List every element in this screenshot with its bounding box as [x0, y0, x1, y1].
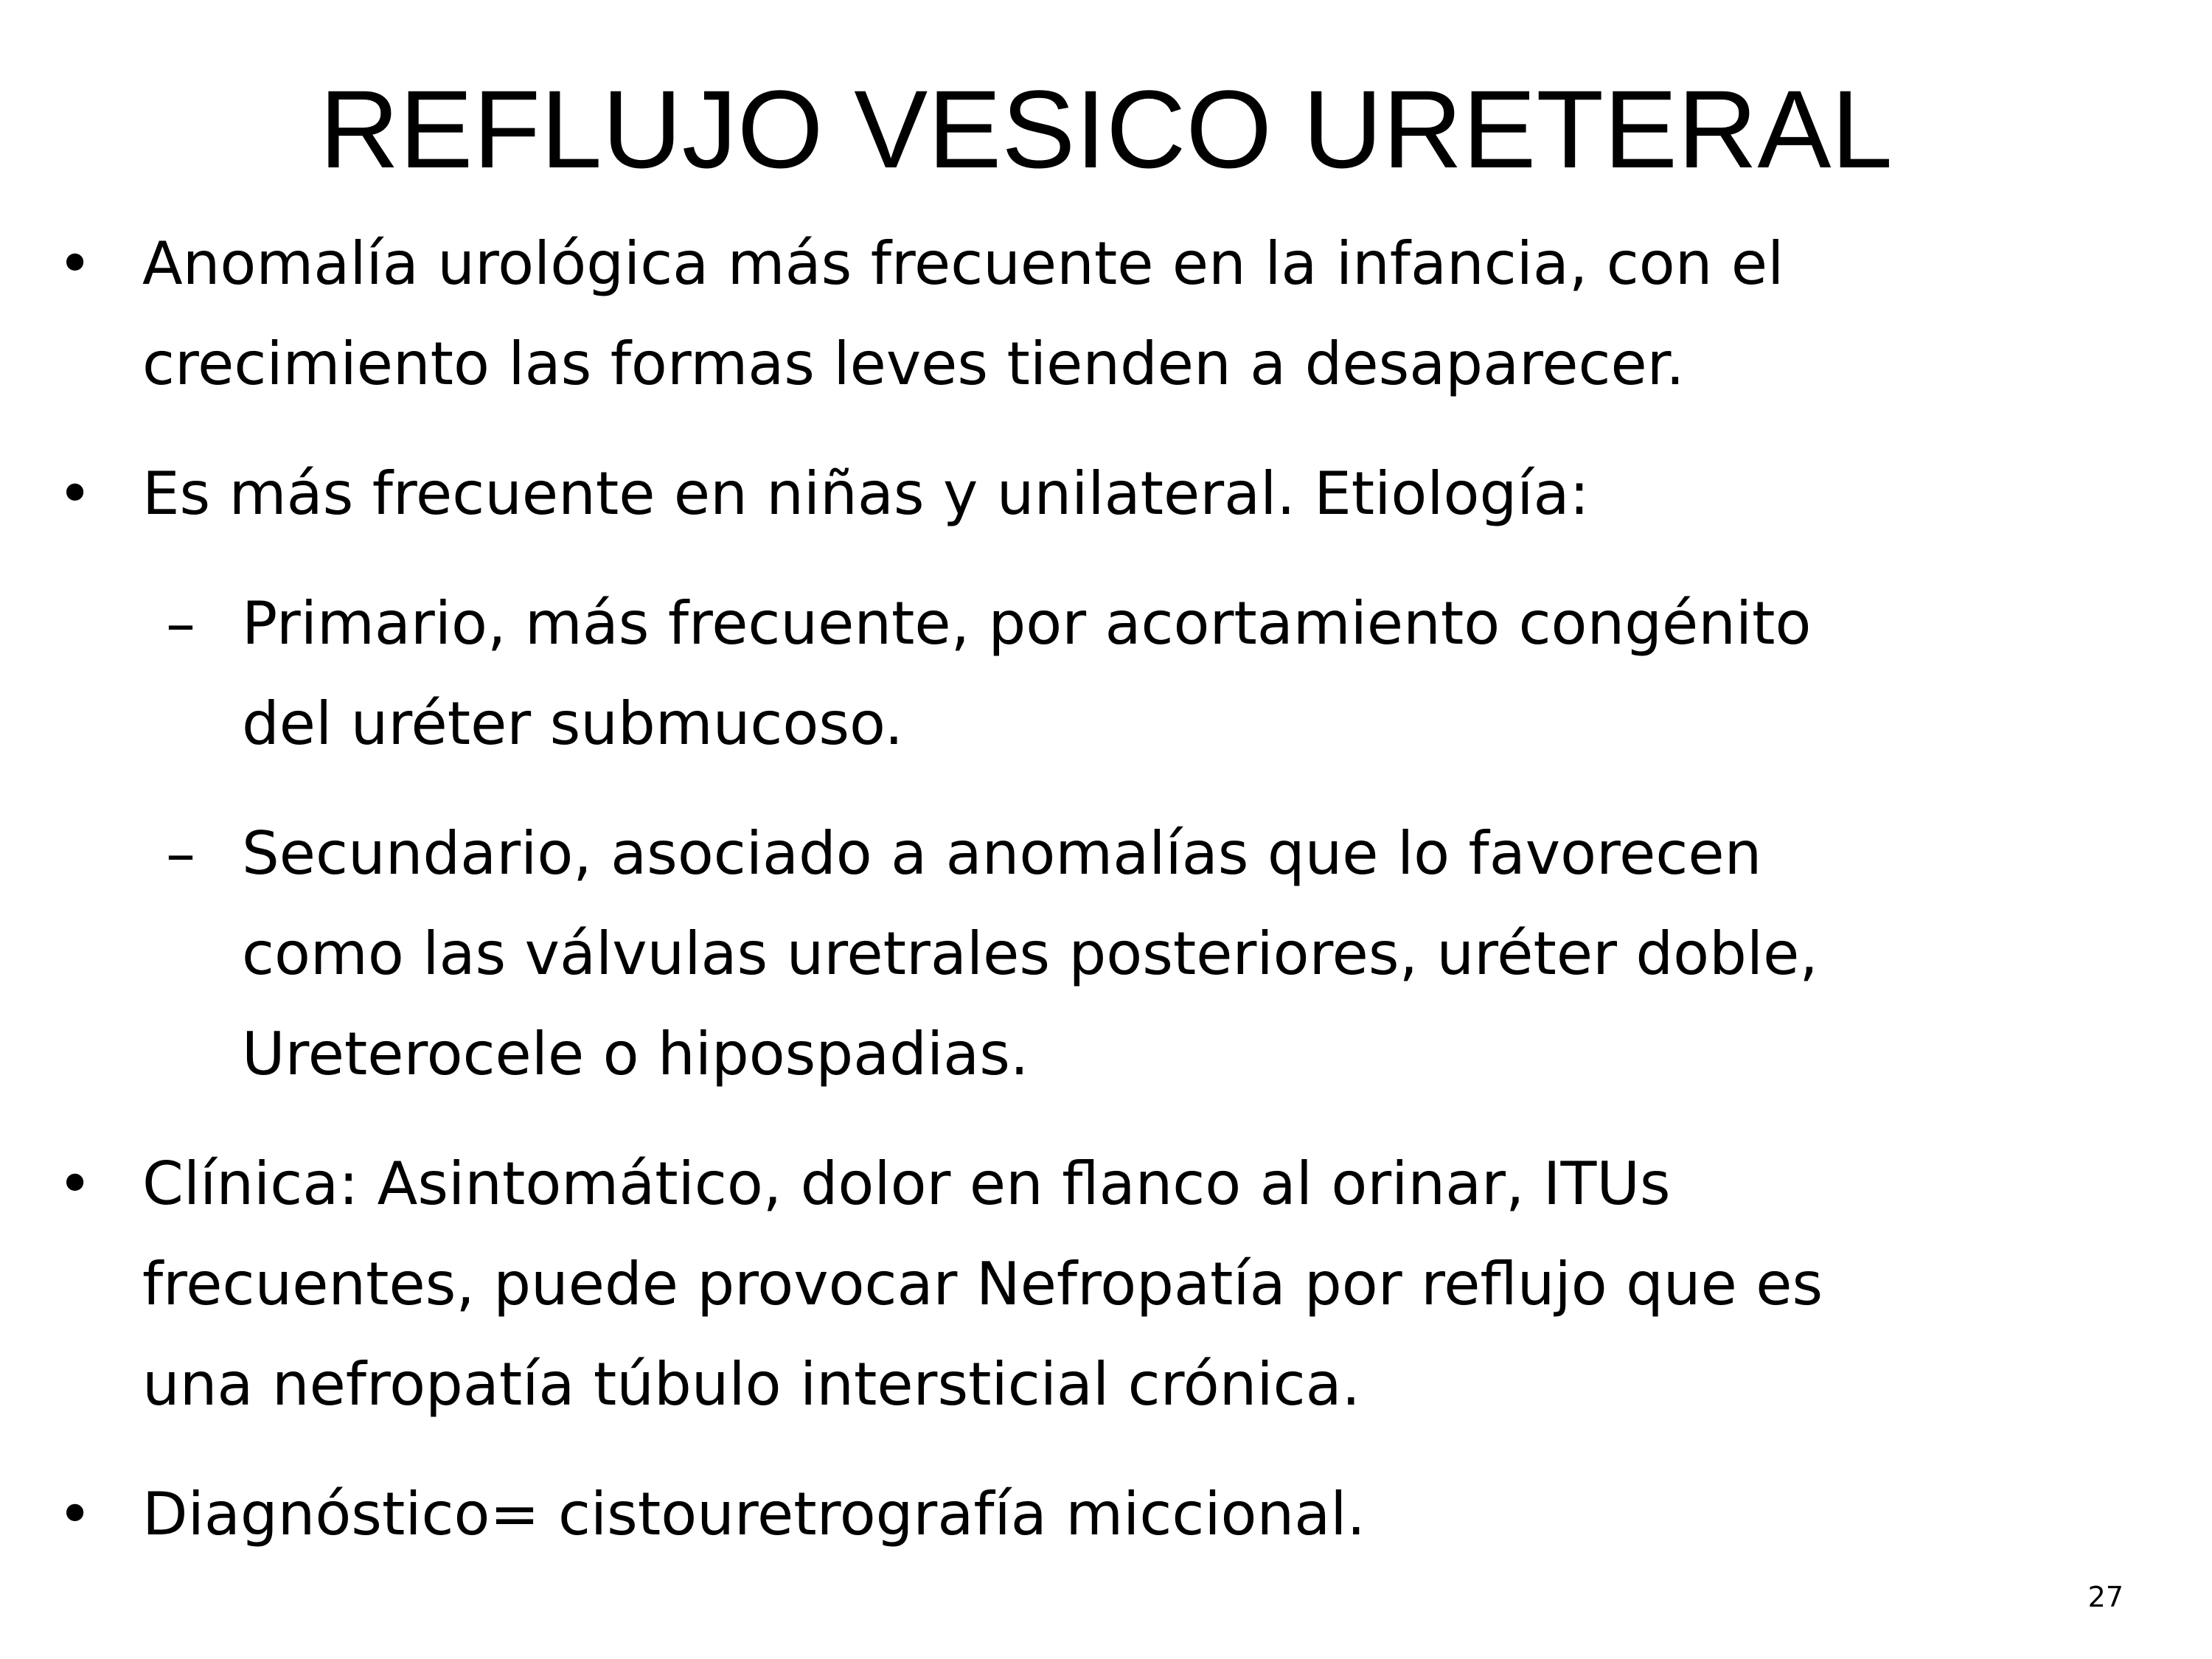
bullet-text-line: Anomalía urológica más frecuente en la infancia, con el	[142, 229, 1784, 298]
sub-item-text-line: Primario, más frecuente, por acortamiento congénito	[242, 589, 1812, 658]
bullet-text-line: Es más frecuente en niñas y unilateral. Etiología:	[142, 459, 1590, 528]
sub-item-secundario	[0, 804, 2212, 1105]
sub-item-text-line: Ureterocele o hipospadias.	[242, 1020, 1029, 1088]
dash-icon: –	[166, 589, 195, 658]
sub-item-primario	[0, 574, 2212, 774]
bullet-item-frecuencia	[0, 444, 2212, 544]
bullet-text-line: Diagnóstico= cistouretrografía miccional.	[142, 1480, 1366, 1548]
bullet-icon: •	[58, 1150, 93, 1218]
bullet-icon: •	[58, 1480, 93, 1548]
page-number: 27	[2087, 1581, 2124, 1613]
sub-item-text-line: Secundario, asociado a anomalías que lo favorecen	[242, 819, 1762, 888]
bullet-item-anomalia	[0, 214, 2212, 414]
bullet-item-clinica	[0, 1134, 2212, 1435]
bullet-text-line: frecuentes, puede provocar Nefropatía por reflujo que es	[142, 1250, 1823, 1318]
bullet-item-diagnostico	[0, 1464, 2212, 1565]
bullet-text-line: crecimiento las formas leves tienden a desaparecer.	[142, 330, 1685, 398]
dash-icon: –	[166, 819, 195, 888]
bullet-text-line: una nefropatía túbulo intersticial crónica.	[142, 1350, 1361, 1419]
sub-item-text-line: como las válvulas uretrales posteriores, uréter doble,	[242, 919, 1818, 988]
sub-item-text-line: del uréter submucoso.	[242, 689, 903, 758]
slide-body	[0, 214, 2212, 1565]
bullet-text-line: Clínica: Asintomático, dolor en flanco al orinar, ITUs	[142, 1150, 1671, 1218]
slide-title: REFLUJO VESICO URETERAL	[319, 67, 1893, 191]
bullet-icon: •	[58, 459, 93, 528]
bullet-icon: •	[58, 229, 93, 298]
